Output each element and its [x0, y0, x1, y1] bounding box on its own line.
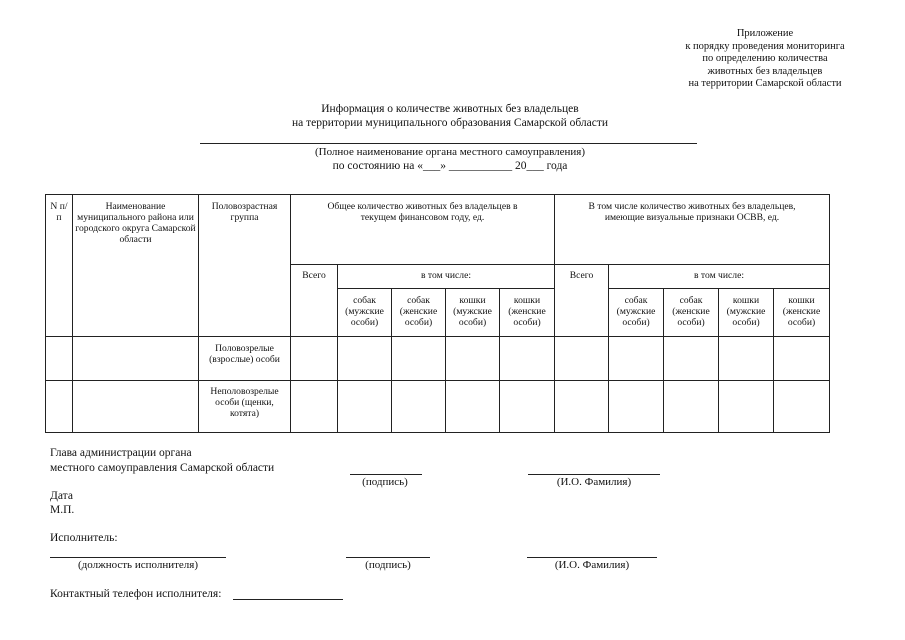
appendix-line: животных без владельцев [707, 65, 823, 77]
as-of-date: по состоянию на «___» ___________ 20___ года [332, 160, 568, 172]
header-osvv-including: в том числе: [609, 265, 830, 289]
date-label: Дата [50, 490, 73, 502]
cell-cats-female[interactable] [500, 381, 555, 433]
subheader-dogs-female: собак (женские особи) [392, 289, 446, 337]
header-num: N п/п [46, 195, 73, 337]
appendix-line: Приложение [736, 28, 794, 39]
header-group: Половозрастная группа [199, 195, 291, 337]
header-municipality: Наименование муниципального района или городского округа Самарской области [73, 195, 199, 337]
subheader-dogs-male: собак (мужские особи) [338, 289, 392, 337]
executor-name-line[interactable] [527, 557, 657, 558]
head-title-line-1: Глава администрации органа [50, 447, 192, 459]
head-signature-label: (подпись) [362, 476, 408, 488]
phone-label: Контактный телефон исполнителя: [50, 588, 222, 600]
cell-cats-female[interactable] [500, 337, 555, 381]
header-total-all: Всего [291, 265, 338, 337]
cell-total[interactable] [291, 381, 338, 433]
title-line-2: на территории муниципального образования Самарской области [291, 117, 609, 129]
stamp-label: М.П. [50, 504, 75, 516]
header-osvv-all: Всего [555, 265, 609, 337]
table-row [46, 337, 830, 381]
subheader-cats-female: кошки (женские особи) [500, 289, 555, 337]
document-title [190, 102, 710, 130]
subheader-osvv-dogs-male: собак (мужские особи) [609, 289, 664, 337]
cell-dogs-female[interactable] [392, 381, 446, 433]
cell-osvv-dogs-female[interactable] [664, 337, 719, 381]
header-including: в том числе: [338, 265, 555, 289]
cell-osvv-dogs-female[interactable] [664, 381, 719, 433]
head-signature-line[interactable] [350, 474, 422, 475]
cell-dogs-female[interactable] [392, 337, 446, 381]
head-name-line[interactable] [528, 474, 660, 475]
cell-osvv-cats-male[interactable] [719, 381, 774, 433]
cell-dogs-male[interactable] [338, 381, 392, 433]
cell-num[interactable] [46, 337, 73, 381]
cell-osvv-cats-male[interactable] [719, 337, 774, 381]
cell-osvv-total[interactable] [555, 337, 609, 381]
cell-osvv-dogs-male[interactable] [609, 381, 664, 433]
cell-cats-male[interactable] [446, 381, 500, 433]
executor-position-line[interactable] [50, 557, 226, 558]
appendix-line: на территории Самарской области [688, 78, 842, 89]
title-line-1: Информация о количестве животных без владельцев [321, 103, 579, 115]
cell-dogs-male[interactable] [338, 337, 392, 381]
subheader-osvv-cats-female: кошки (женские особи) [774, 289, 830, 337]
header-total: Общее количество животных без владельцев в текущем финансовом году, ед. [291, 195, 555, 265]
executor-signature-line[interactable] [346, 557, 430, 558]
org-name-line [200, 143, 697, 144]
executor-name-label: (И.О. Фамилия) [554, 559, 630, 571]
executor-signature-label: (подпись) [365, 559, 411, 571]
cell-osvv-total[interactable] [555, 381, 609, 433]
executor-position-label: (должность исполнителя) [78, 559, 198, 571]
org-name-hint: (Полное наименование органа местного самоуправления) [314, 146, 586, 158]
table-row [46, 381, 830, 433]
cell-cats-male[interactable] [446, 337, 500, 381]
appendix-line: по определению количества [702, 53, 828, 64]
executor-label: Исполнитель: [50, 532, 118, 544]
animals-table [45, 194, 830, 433]
cell-group: Половозрелые (взрослые) особи [199, 337, 291, 381]
cell-total[interactable] [291, 337, 338, 381]
cell-osvv-cats-female[interactable] [774, 381, 830, 433]
cell-num[interactable] [46, 381, 73, 433]
header-osvv: В том числе количество животных без владельцев, имеющие визуальные признаки ОСВВ, ед. [555, 195, 830, 265]
cell-municipality[interactable] [73, 337, 199, 381]
subheader-osvv-dogs-female: собак (женские особи) [664, 289, 719, 337]
cell-group: Неполовозрелые особи (щенки, котята) [199, 381, 291, 433]
subheader-cats-male: кошки (мужские особи) [446, 289, 500, 337]
head-title-line-2: местного самоуправления Самарской области [50, 462, 275, 474]
cell-osvv-cats-female[interactable] [774, 337, 830, 381]
appendix-line: к порядку проведения мониторинга [685, 40, 845, 52]
phone-line[interactable] [233, 599, 343, 600]
cell-osvv-dogs-male[interactable] [609, 337, 664, 381]
appendix-header [640, 28, 890, 91]
head-name-label: (И.О. Фамилия) [556, 476, 632, 488]
cell-municipality[interactable] [73, 381, 199, 433]
subheader-osvv-cats-male: кошки (мужские особи) [719, 289, 774, 337]
